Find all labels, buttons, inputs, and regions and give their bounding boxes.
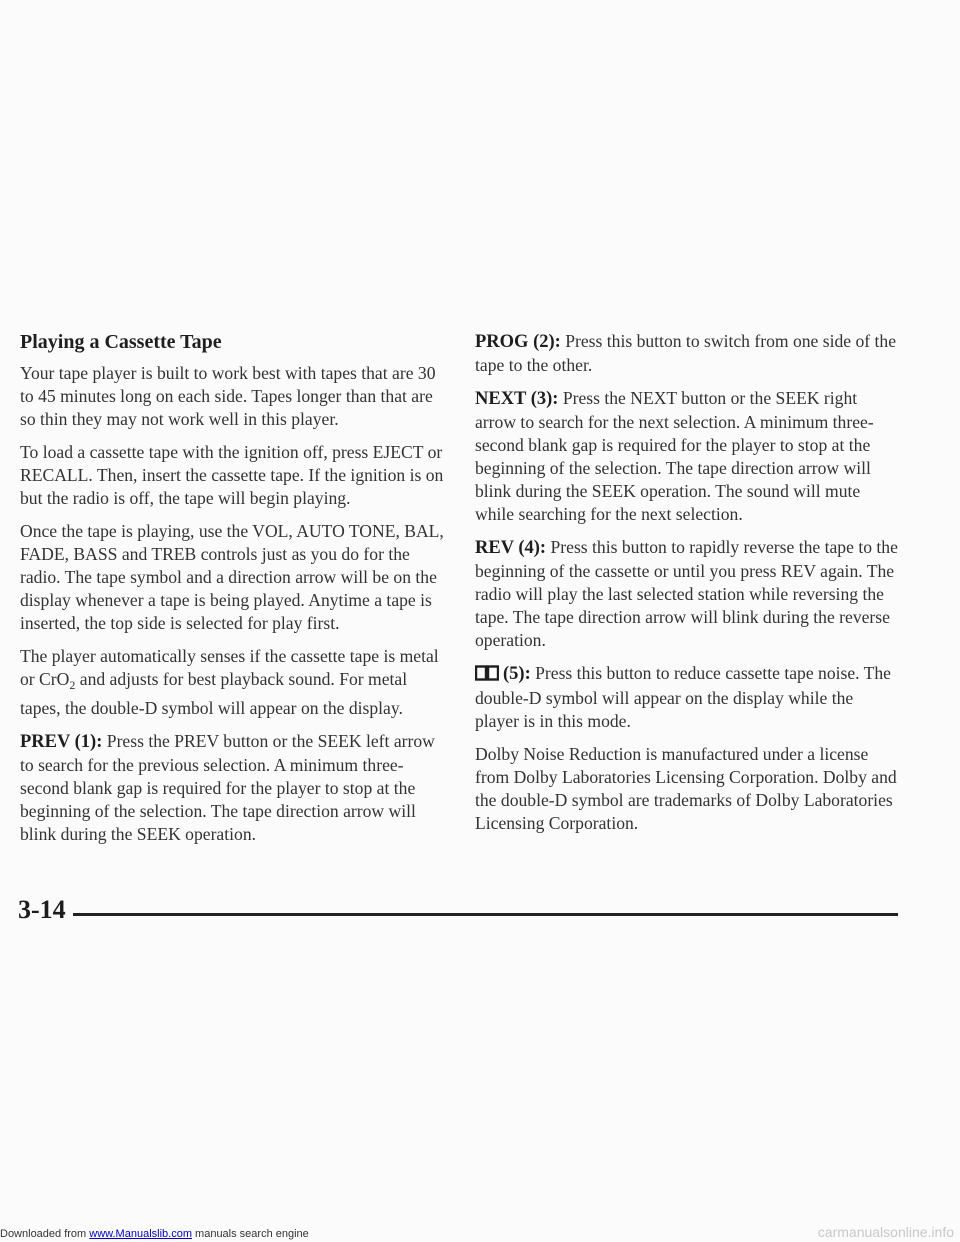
double-d-icon xyxy=(475,664,499,687)
left-column xyxy=(20,330,450,856)
paragraph-prev: PREV (1): Press the PREV button or the SEEK left arrow to search for the previous selection. A minimum three-second blank gap is required for the player to stop at the beginning of the selection. The tape direction arrow will blink during the SEEK operation. xyxy=(20,731,435,844)
paragraph-tape-length: Your tape player is built to work best with tapes that are 30 to 45 minutes long on each side. Tapes longer than that are so thin they may not work well in this player. xyxy=(20,363,436,429)
paragraph-controls: Once the tape is playing, use the VOL, AUTO TONE, BAL, FADE, BASS and TREB controls just as you do for the radio. The tape symbol and a direction arrow will be on the display whenever a tape is being played. Anytime a tape is inserted, the top side is selected for play first. xyxy=(20,521,444,633)
rev-term: REV (4): xyxy=(475,538,547,558)
right-column xyxy=(475,330,900,845)
paragraph-dolby-button: (5): Press this button to reduce cassette tape noise. The double-D symbol will appear on the display while the player is in this mode. xyxy=(475,663,891,731)
paragraph-next: NEXT (3): Press the NEXT button or the SEEK right arrow to search for the next selection. A minimum three-second blank gap is required for the player to stop at the beginning of the selection. The tape direction arrow will blink during the SEEK operation. The sound will mute while searching for the next selection. xyxy=(475,388,874,524)
manualslib-link[interactable]: www.Manualslib.com xyxy=(89,1228,192,1240)
watermark: carmanualsonline.info xyxy=(817,1224,954,1240)
section-heading: Playing a Cassette Tape xyxy=(20,331,222,353)
page-number: 3-14 xyxy=(18,895,66,924)
prev-term: PREV (1): xyxy=(20,732,103,752)
prog-term: PROG (2): xyxy=(475,332,561,352)
paragraph-load-tape: To load a cassette tape with the ignition off, press EJECT or RECALL. Then, insert the cassette tape. If the ignition is on but the radio is off, the tape will begin playing. xyxy=(20,442,444,508)
paragraph-rev: REV (4): Press this button to rapidly reverse the tape to the beginning of the cassette or until you press REV again. The radio will play the last selected station while reversing the tape. The tape direction arrow will blink during the reverse operation. xyxy=(475,537,898,650)
download-footer: Downloaded from www.Manualslib.com manuals search engine xyxy=(0,1228,309,1240)
dolby-term: (5): xyxy=(503,664,531,684)
next-term: NEXT (3): xyxy=(475,389,559,409)
paragraph-prog: PROG (2): Press this button to switch from one side of the tape to the other. xyxy=(475,331,897,375)
footer-rule xyxy=(73,913,898,916)
paragraph-dolby-license: Dolby Noise Reduction is manufactured under a license from Dolby Laboratories Licensing Corporation. Dolby and the double-D symbol are trademarks of Dolby Laboratories Licensing Corporation. xyxy=(475,744,897,833)
paragraph-metal-tapes: The player automatically senses if the cassette tape is metal or CrO$_2$ and adjusts for best playback sound. For metal tapes, the double-D symbol will appear on the display. xyxy=(20,646,439,718)
